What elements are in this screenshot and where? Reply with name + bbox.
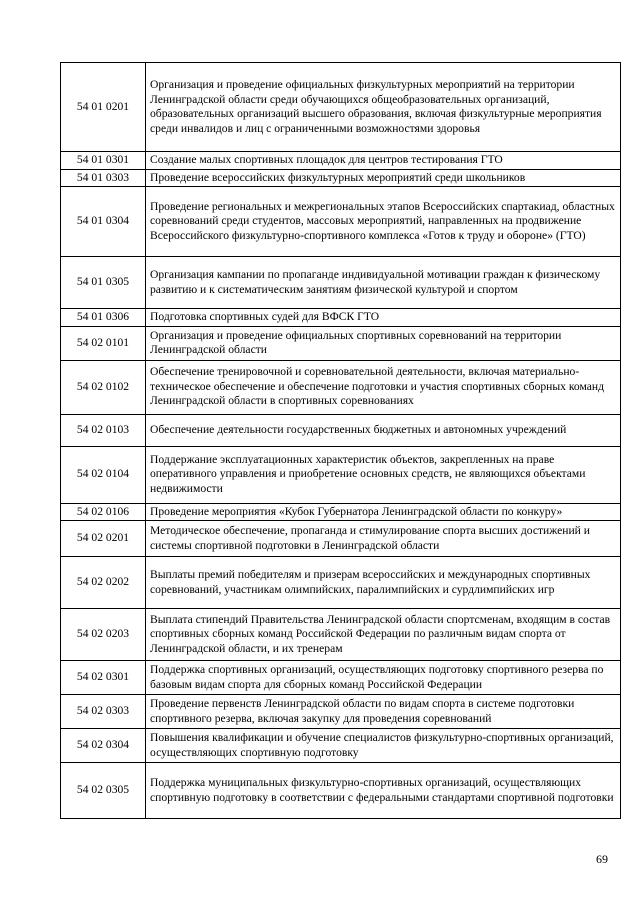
- table-row: [61, 152, 621, 170]
- description-cell: Обеспечение тренировочной и соревновательной деятельности, включая материально-техническое обеспечение и обеспечение подготовки и участия спортивных сборных команд Ленинградской области в спортивных соревнованиях: [146, 360, 621, 414]
- table-row: [61, 446, 621, 503]
- description-cell: Проведение региональных и межрегиональных этапов Всероссийских спартакиад, областных соревнований среди студентов, массовых мероприятий, направленных на продвижение Всероссийского физкультурно-спортивного комплекса «Готов к труду и обороне» (ГТО): [146, 187, 621, 257]
- description-cell: Проведение первенств Ленинградской области по видам спорта в системе подготовки спортивного резерва, включая закупку для проведения соревнований: [146, 695, 621, 729]
- table-row: [61, 257, 621, 309]
- description-cell: Поддержка муниципальных физкультурно-спортивных организаций, осуществляющих спортивную подготовку в соответствии с федеральными стандартами спортивной подготовки: [146, 763, 621, 819]
- code-cell: 54 01 0304: [61, 187, 146, 257]
- description-cell: Проведение всероссийских физкультурных мероприятий среди школьников: [146, 169, 621, 187]
- description-cell: Выплата стипендий Правительства Ленинградской области спортсменам, входящим в состав спортивных сборных команд Российской Федерации по различным видам спорта от Ленинградской области, и их тренерам: [146, 609, 621, 661]
- table-body: [61, 63, 621, 819]
- description-cell: Поддержание эксплуатационных характеристик объектов, закрепленных на праве оперативного управления и приобретение основных средств, не являющихся объектами недвижимости: [146, 446, 621, 503]
- table-row: [61, 326, 621, 360]
- table-row: [61, 360, 621, 414]
- table-row: [61, 187, 621, 257]
- code-cell: 54 01 0303: [61, 169, 146, 187]
- description-cell: Обеспечение деятельности государственных бюджетных и автономных учреждений: [146, 414, 621, 446]
- description-cell: Проведение мероприятия «Кубок Губернатора Ленинградской области по конкуру»: [146, 503, 621, 521]
- description-cell: Организация кампании по пропаганде индивидуальной мотивации граждан к физическому развитию и к систематическим занятиям физической культурой и спортом: [146, 257, 621, 309]
- code-cell: 54 01 0301: [61, 152, 146, 170]
- table-row: [61, 503, 621, 521]
- code-cell: 54 02 0301: [61, 661, 146, 695]
- description-cell: Создание малых спортивных площадок для центров тестирования ГТО: [146, 152, 621, 170]
- table-row: [61, 169, 621, 187]
- table-row: [61, 695, 621, 729]
- code-cell: 54 02 0203: [61, 609, 146, 661]
- code-cell: 54 02 0201: [61, 521, 146, 557]
- page-number: 69: [596, 852, 608, 866]
- table-row: [61, 309, 621, 327]
- table-row: [61, 414, 621, 446]
- code-cell: 54 02 0305: [61, 763, 146, 819]
- code-cell: 54 01 0306: [61, 309, 146, 327]
- description-cell: Выплаты премий победителям и призерам всероссийских и международных спортивных соревнований, участникам олимпийских, паралимпийских и сурдлимпийских игр: [146, 557, 621, 609]
- code-cell: 54 02 0202: [61, 557, 146, 609]
- code-cell: 54 02 0103: [61, 414, 146, 446]
- description-cell: Поддержка спортивных организаций, осуществляющих подготовку спортивного резерва по базовым видам спорта для сборных команд Российской Федерации: [146, 661, 621, 695]
- description-cell: Организация и проведение официальных спортивных соревнований на территории Ленинградской области: [146, 326, 621, 360]
- table-row: [61, 729, 621, 763]
- code-cell: 54 02 0101: [61, 326, 146, 360]
- description-cell: Методическое обеспечение, пропаганда и стимулирование спорта высших достижений и системы спортивной подготовки в Ленинградской области: [146, 521, 621, 557]
- budget-code-table: [60, 62, 621, 819]
- code-cell: 54 01 0201: [61, 63, 146, 152]
- code-cell: 54 02 0104: [61, 446, 146, 503]
- description-cell: Повышения квалификации и обучение специалистов физкультурно-спортивных организаций, осуществляющих спортивную подготовку: [146, 729, 621, 763]
- table-row: [61, 557, 621, 609]
- code-cell: 54 02 0106: [61, 503, 146, 521]
- table-row: [61, 63, 621, 152]
- table-row: [61, 763, 621, 819]
- description-cell: Подготовка спортивных судей для ВФСК ГТО: [146, 309, 621, 327]
- table-row: [61, 521, 621, 557]
- table-row: [61, 661, 621, 695]
- description-cell: Организация и проведение официальных физкультурных мероприятий на территории Ленинградской области среди обучающихся общеобразовательных организаций, образовательных организаций высшего образования, включая физкультурные мероприятия среди инвалидов и лиц с ограниченными возможностями здоровья: [146, 63, 621, 152]
- code-cell: 54 01 0305: [61, 257, 146, 309]
- code-cell: 54 02 0102: [61, 360, 146, 414]
- table-row: [61, 609, 621, 661]
- code-cell: 54 02 0304: [61, 729, 146, 763]
- code-cell: 54 02 0303: [61, 695, 146, 729]
